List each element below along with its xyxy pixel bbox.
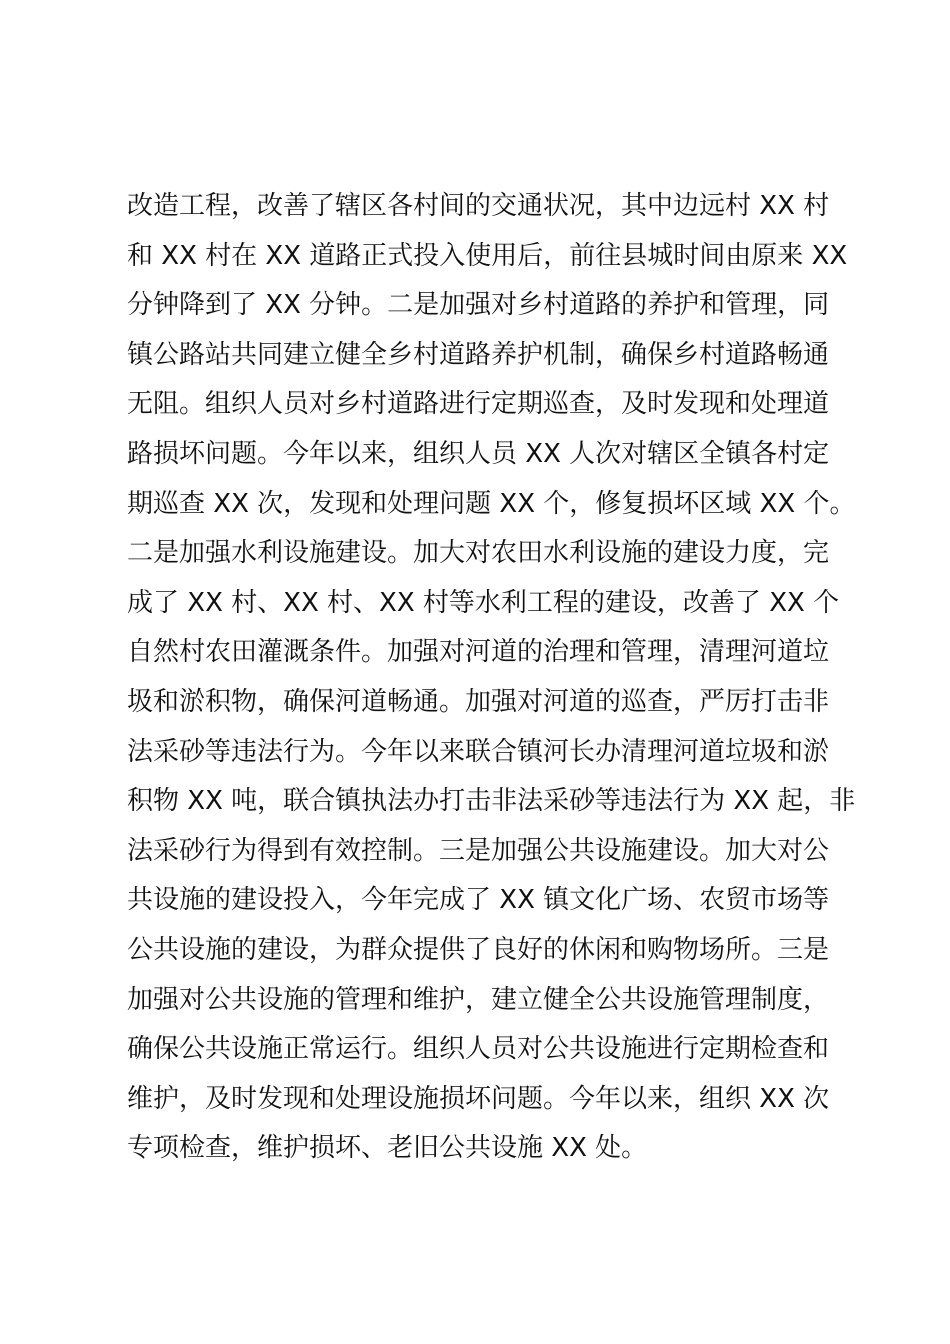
body-paragraph: [127, 182, 856, 1174]
text-line: 自然村农田灌溉条件。加强对河道的治理和管理，清理河道垃: [127, 637, 830, 668]
text-line: 加强对公共设施的管理和维护，建立健全公共设施管理制度，: [127, 984, 830, 1015]
text-line: 法采砂等违法行为。今年以来联合镇河长办清理河道垃圾和淤: [127, 736, 830, 767]
text-line: 和 XX 村在 XX 道路正式投入使用后，前往县城时间由原来 XX: [127, 240, 848, 271]
text-line: 二是加强水利设施建设。加大对农田水利设施的建设力度，完: [127, 538, 830, 569]
text-line: 共设施的建设投入，今年完成了 XX 镇文化广场、农贸市场等: [127, 885, 830, 916]
text-line: 圾和淤积物，确保河道畅通。加强对河道的巡查，严厉打击非: [127, 686, 830, 717]
text-line: 无阻。组织人员对乡村道路进行定期巡查，及时发现和处理道: [127, 389, 830, 420]
text-line: 改造工程，改善了辖区各村间的交通状况，其中边远村 XX 村: [127, 191, 830, 221]
text-line: 期巡查 XX 次，发现和处理问题 XX 个，修复损坏区域 XX 个。: [127, 488, 856, 519]
text-line: 镇公路站共同建立健全乡村道路养护机制，确保乡村道路畅通: [127, 339, 830, 370]
text-line: 专项检查，维护损坏、老旧公共设施 XX 处。: [127, 1133, 648, 1164]
text-line: 确保公共设施正常运行。组织人员对公共设施进行定期检查和: [127, 1034, 830, 1065]
text-line: 法采砂行为得到有效控制。三是加强公共设施建设。加大对公: [127, 835, 830, 866]
text-line: 路损坏问题。今年以来，组织人员 XX 人次对辖区全镇各村定: [127, 438, 830, 469]
text-line: 公共设施的建设，为群众提供了良好的休闲和购物场所。三是: [127, 934, 830, 965]
text-line: 维护，及时发现和处理设施损坏问题。今年以来，组织 XX 次: [127, 1083, 830, 1114]
text-line: 成了 XX 村、XX 村、XX 村等水利工程的建设，改善了 XX 个: [127, 587, 840, 618]
text-line: 积物 XX 吨，联合镇执法办打击非法采砂等违法行为 XX 起，非: [127, 786, 856, 817]
text-line: 分钟降到了 XX 分钟。二是加强对乡村道路的养护和管理，同: [127, 290, 830, 321]
